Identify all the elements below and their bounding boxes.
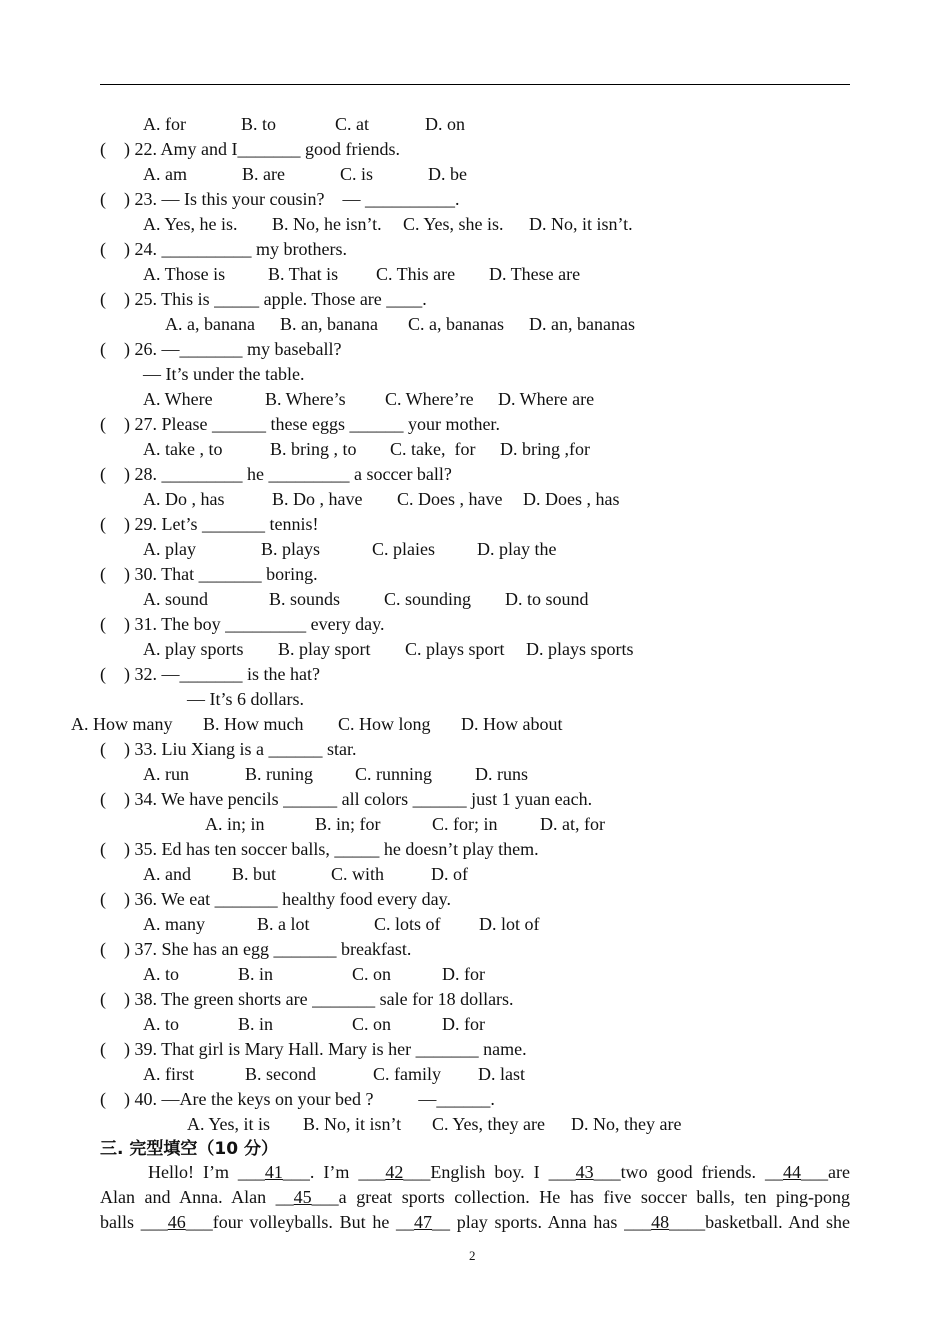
question-stem: ( ) 27. Please ______ these eggs ______ your mother. — [100, 414, 500, 434]
option-a: A. Do , has — [143, 489, 225, 509]
option-a: A. run — [143, 764, 189, 784]
blank-43: 43 — [575, 1162, 594, 1182]
question-stem: ( ) 30. That _______ boring. — [100, 564, 318, 584]
option-b: B. in; for — [315, 814, 381, 834]
blank-48: 48 — [651, 1212, 670, 1232]
option-b: B. How much — [203, 714, 304, 734]
option-b: B. No, it isn’t — [303, 1114, 402, 1134]
blank-46: 46 — [167, 1212, 186, 1232]
option-c: C. Yes, she is. — [403, 214, 504, 234]
option-b: B. play sport — [278, 639, 371, 659]
option-c: C. family — [373, 1064, 441, 1084]
option-b: B. second — [245, 1064, 316, 1084]
option-a: A. Yes, he is. — [143, 214, 238, 234]
question-stem: ( ) 34. We have pencils ______ all colors ______ just 1 yuan each. — [100, 789, 593, 809]
page-number: 2 — [469, 1248, 476, 1263]
cloze-line-2: Alan and Anna. Alan __45___a great sports collection. He has five soccer balls, ten ping-pong — [100, 1187, 850, 1207]
question-stem: ( ) 26. —_______ my baseball? — [100, 339, 342, 359]
option-b: B. to — [241, 114, 277, 134]
option-a: A. play sports — [143, 639, 244, 659]
option-a: A. Yes, it is — [187, 1114, 271, 1134]
option-c: C. sounding — [384, 589, 472, 609]
option-a: A. to — [143, 1014, 179, 1034]
option-b: B. bring , to — [270, 439, 357, 459]
option-c: C. Yes, they are — [432, 1114, 545, 1134]
option-d: D. plays sports — [526, 639, 634, 659]
option-a: A. in; in — [205, 814, 265, 834]
header-rule — [100, 84, 850, 85]
option-a: A. Those is — [143, 264, 226, 284]
option-c: C. take, for — [390, 439, 476, 459]
question-stem: ( ) 23. — Is this your cousin? — __________. — [100, 189, 460, 209]
cloze-line-1: Hello! I’m ___41___. I’m ___42___English boy. I ___43___two good friends. __44___are — [148, 1162, 850, 1182]
option-b: B. Where’s — [265, 389, 346, 409]
option-c: C. Does , have — [397, 489, 503, 509]
question-dialogue: — It’s 6 dollars. — [187, 689, 304, 709]
question-stem: ( ) 24. __________ my brothers. — [100, 239, 347, 259]
cloze-text: two good friends. — [620, 1162, 766, 1182]
cloze-line-3: balls ___46___four volleyballs. But he __47__ play sports. Anna has ___48____basketball. And she — [100, 1212, 850, 1232]
option-d: D. play the — [477, 539, 557, 559]
blank-44: 44 — [783, 1162, 802, 1182]
option-a: A. sound — [143, 589, 209, 609]
cloze-text: balls — [100, 1212, 141, 1232]
option-c: C. with — [331, 864, 385, 884]
option-d: D. How about — [461, 714, 563, 734]
option-d: D. No, they are — [571, 1114, 682, 1134]
option-b: B. Do , have — [272, 489, 363, 509]
cloze-text: are — [828, 1162, 850, 1182]
cloze-text: four volleyballs. But he — [212, 1212, 397, 1232]
question-stem: ( ) 28. _________ he _________ a soccer ball? — [100, 464, 452, 484]
option-a: A. How many — [71, 714, 173, 734]
option-d: D. at, for — [540, 814, 605, 834]
blank-47: 47 — [414, 1212, 433, 1232]
blank-45: 45 — [293, 1187, 312, 1207]
option-d: D. Does , has — [523, 489, 620, 509]
option-b: B. in — [238, 1014, 274, 1034]
cloze-text: a great sports collection. He has five soccer balls, ten ping-pong — [338, 1187, 850, 1207]
option-c: C. is — [340, 164, 374, 184]
option-b: B. an, banana — [280, 314, 378, 334]
option-d: D. to sound — [505, 589, 589, 609]
option-c: C. on — [352, 964, 392, 984]
option-b: B. in — [238, 964, 274, 984]
section-heading: 三. 完型填空（10 分） — [100, 1139, 278, 1159]
option-b: B. are — [242, 164, 285, 184]
option-d: D. No, it isn’t. — [529, 214, 633, 234]
question-stem: ( ) 39. That girl is Mary Hall. Mary is her _______ name. — [100, 1039, 527, 1059]
cloze-text: basketball. And she — [705, 1212, 850, 1232]
option-c: C. This are — [376, 264, 456, 284]
question-stem: ( ) 40. —Are the keys on your bed ? —______. — [100, 1089, 495, 1109]
option-a: A. play — [143, 539, 196, 559]
option-b: B. runing — [245, 764, 314, 784]
option-a: A. first — [143, 1064, 194, 1084]
option-d: D. an, bananas — [529, 314, 635, 334]
option-d: D. on — [425, 114, 465, 134]
option-c: C. plaies — [372, 539, 435, 559]
cloze-text: Hello! I’m — [148, 1162, 238, 1182]
option-b: B. a lot — [257, 914, 310, 934]
blank-42: 42 — [385, 1162, 404, 1182]
option-c: C. on — [352, 1014, 392, 1034]
option-d: D. last — [478, 1064, 525, 1084]
option-a: A. many — [143, 914, 205, 934]
option-c: C. at — [335, 114, 369, 134]
option-d: D. lot of — [479, 914, 540, 934]
question-stem: ( ) 38. The green shorts are _______ sale for 18 dollars. — [100, 989, 514, 1009]
option-a: A. a, banana — [165, 314, 255, 334]
option-c: C. running — [355, 764, 433, 784]
option-c: C. Where’re — [385, 389, 474, 409]
cloze-text: . I’m — [309, 1162, 359, 1182]
question-dialogue: — It’s under the table. — [143, 364, 305, 384]
option-b: B. No, he isn’t. — [272, 214, 382, 234]
option-b: B. sounds — [269, 589, 341, 609]
option-a: A. for — [143, 114, 186, 134]
question-stem: ( ) 32. —_______ is the hat? — [100, 664, 320, 684]
option-d: D. runs — [475, 764, 528, 784]
cloze-text: Alan and Anna. Alan — [100, 1187, 276, 1207]
question-stem: ( ) 36. We eat _______ healthy food every day. — [100, 889, 451, 909]
cloze-text: English boy. I — [430, 1162, 549, 1182]
option-d: D. These are — [489, 264, 581, 284]
option-d: D. be — [428, 164, 467, 184]
question-stem: ( ) 22. Amy and I_______ good friends. — [100, 139, 400, 159]
option-d: D. bring ,for — [500, 439, 590, 459]
option-a: A. to — [143, 964, 179, 984]
option-d: D. of — [431, 864, 468, 884]
blank-41: 41 — [264, 1162, 283, 1182]
option-a: A. and — [143, 864, 191, 884]
option-a: A. Where — [143, 389, 213, 409]
question-stem: ( ) 29. Let’s _______ tennis! — [100, 514, 319, 534]
option-d: D. Where are — [498, 389, 595, 409]
question-stem: ( ) 37. She has an egg _______ breakfast. — [100, 939, 412, 959]
question-stem: ( ) 35. Ed has ten soccer balls, _____ he doesn’t play them. — [100, 839, 539, 859]
question-stem: ( ) 25. This is _____ apple. Those are ____. — [100, 289, 427, 309]
option-c: C. plays sport — [405, 639, 505, 659]
option-c: C. How long — [338, 714, 431, 734]
option-b: B. but — [232, 864, 277, 884]
option-c: C. for; in — [432, 814, 498, 834]
option-b: B. That is — [268, 264, 339, 284]
option-a: A. take , to — [143, 439, 223, 459]
option-d: D. for — [442, 964, 485, 984]
question-stem: ( ) 31. The boy _________ every day. — [100, 614, 385, 634]
cloze-text: play sports. Anna has — [450, 1212, 625, 1232]
option-b: B. plays — [261, 539, 321, 559]
option-c: C. a, bananas — [408, 314, 504, 334]
option-c: C. lots of — [374, 914, 441, 934]
question-stem: ( ) 33. Liu Xiang is a ______ star. — [100, 739, 357, 759]
option-d: D. for — [442, 1014, 485, 1034]
option-a: A. am — [143, 164, 187, 184]
